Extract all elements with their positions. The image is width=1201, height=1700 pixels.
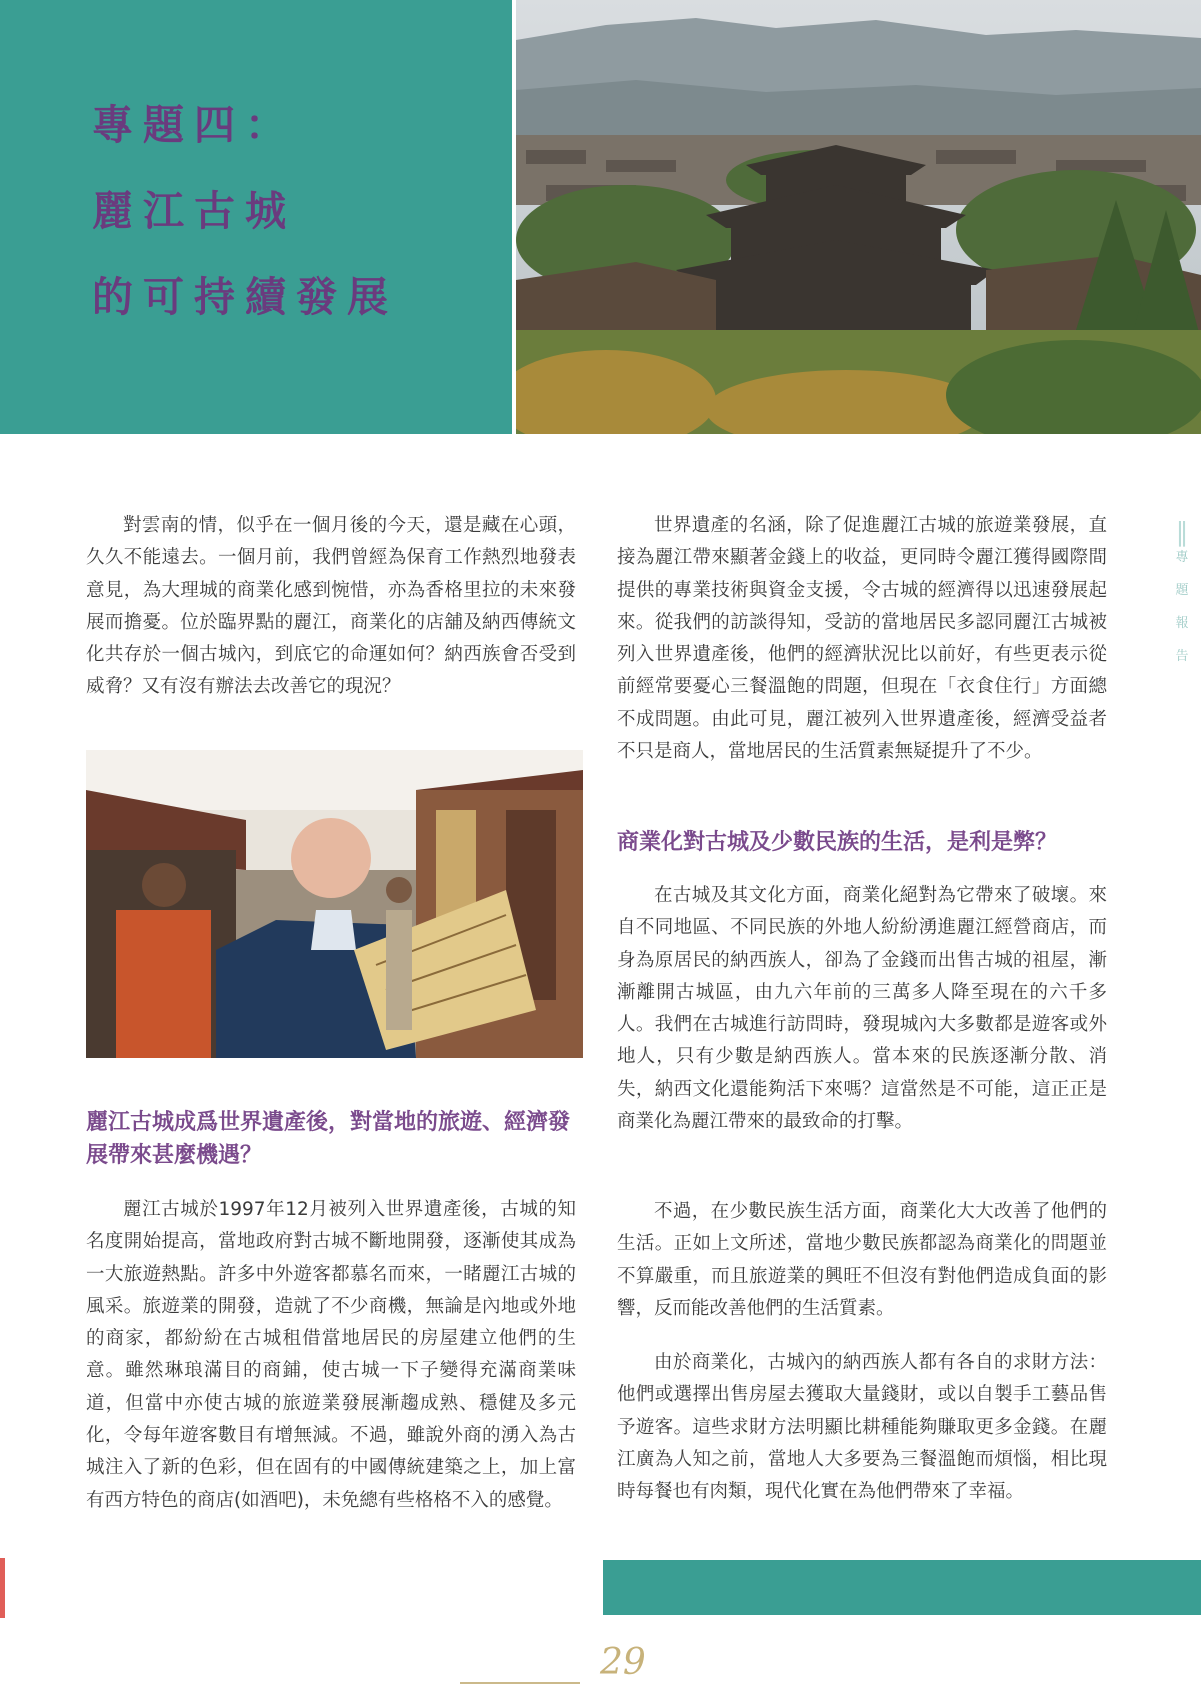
section-heading-commercialization: 商業化對古城及少數民族的生活，是利是弊？ (617, 830, 1058, 855)
page-number-rule (460, 1682, 580, 1684)
header-panel (0, 0, 512, 434)
page-title (92, 82, 398, 340)
heritage-paragraph: 世界遺產的名涵，除了促進麗江古城的旅遊業發展，直接為麗江帶來顯著金錢上的收益，更同時令麗江獲得國際間提供的專業技術與資金支援，令古城的經濟得以迅速發展起來。從我們的訪談得知，受訪的當地居民多認同麗江古城被列入世界遺產後，他們的經濟狀況比以前好，有些更表示從前經常要憂心三餐溫飽的問題，但現在「衣食住行」方面總不成問題。由此可見，麗江被列入世界遺產後，經濟受益者不只是商人，當地居民的生活質素無疑提升了不少。 (617, 515, 1107, 763)
lijiang-rooftops-photo (516, 0, 1201, 434)
income-paragraph: 由於商業化，古城內的納西族人都有各自的求財方法：他們或選擇出售房屋去獲取大量錢財，或以自製手工藝品售予遊客。這些求財方法明顯比耕種能夠賺取更多金錢。在麗江廣為人知之前，當地人大多要為三餐溫飽而煩惱，相比現時每餐也有肉類，現代化實在為他們帶來了幸福。 (617, 1352, 1107, 1503)
page-number: 29 (600, 1642, 646, 1683)
side-ornament-icon: ∥ (1175, 518, 1189, 548)
culture-impact-paragraph: 在古城及其文化方面，商業化絕對為它帶來了破壞。來自不同地區、不同民族的外地人紛紛湧進麗江經營商店，而身為原居民的納西族人，卻為了金錢而出售古城的祖屋，漸漸離開古城區，由九六年前的三萬多人降至現在的六千多人。我們在古城進行訪問時，發現城內大多數都是遊客或外地人，只有少數是納西族人。當本來的民族逐漸分散、消失，納西文化還能夠活下來嗎？這當然是不可能，這正正是商業化為麗江帶來的最致命的打擊。 (617, 885, 1107, 1133)
tourist-street-photo (86, 750, 583, 1058)
side-section-label: ∥ 專 題 報 告 (1172, 520, 1192, 678)
left-accent-mark (0, 1558, 5, 1618)
section-heading-opportunities: 麗江古城成爲世界遺產後，對當地的旅遊、經濟發展帶來甚麼機遇？ (86, 1110, 571, 1168)
title-line-1: 專題四： (92, 101, 296, 149)
title-line-2: 麗江古城 (92, 187, 296, 235)
title-line-3: 的可持續發展 (92, 273, 398, 321)
livelihood-paragraph: 不過，在少數民族生活方面，商業化大大改善了他們的生活。正如上文所述，當地少數民族都認為商業化的問題並不算嚴重，而且旅遊業的興旺不但沒有對他們造成負面的影響，反而能改善他們的生活質素。 (617, 1201, 1107, 1319)
opportunities-paragraph: 麗江古城於1997年12月被列入世界遺產後，古城的知名度開始提高，當地政府對古城不斷地開發，逐漸使其成為一大旅遊熱點。許多中外遊客都慕名而來，一睹麗江古城的風采。旅遊業的開發，造就了不少商機，無論是內地或外地的商家，都紛紛在古城租借當地居民的房屋建立他們的生意。雖然琳琅滿目的商鋪，使古城一下子變得充滿商業味道，但當中亦使古城的旅遊業發展漸趨成熟、穩健及多元化，令每年遊客數目有增無減。不過，雖說外商的湧入為古城注入了新的色彩，但在固有的中國傳統建築之上，加上富有西方特色的商店(如酒吧)，未免總有些格格不入的感覺。 (86, 1199, 576, 1511)
footer-color-bar (603, 1560, 1201, 1615)
intro-paragraph: 對雲南的情，似乎在一個月後的今天，還是藏在心頭，久久不能遠去。一個月前，我們曾經為保育工作熱烈地發表意見，為大理城的商業化感到惋惜，亦為香格里拉的未來發展而擔憂。位於臨界點的麗江，商業化的店舖及納西傳統文化共存於一個古城內，到底它的命運如何？納西族會否受到威脅？又有沒有辦法去改善它的現況？ (86, 515, 576, 698)
